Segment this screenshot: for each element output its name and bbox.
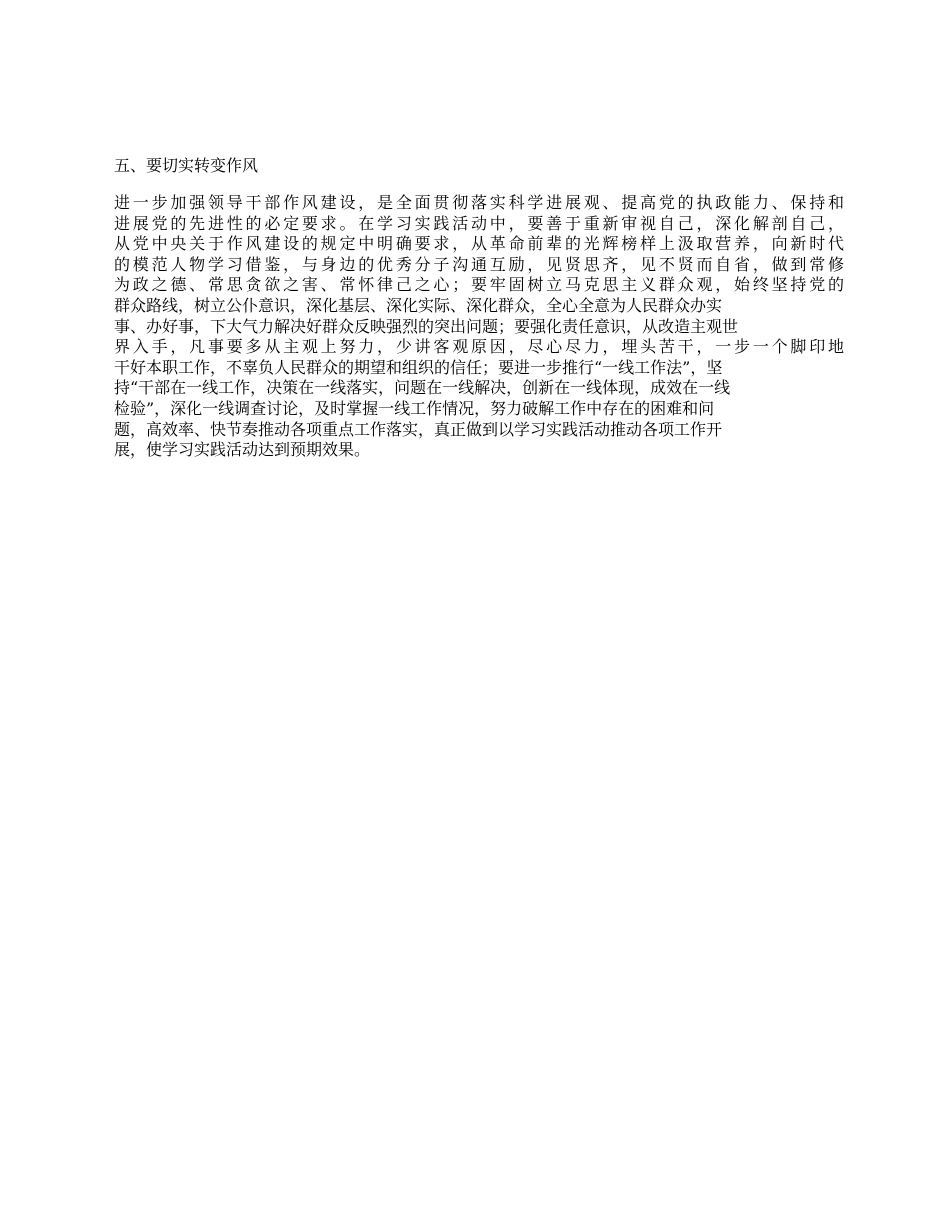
paragraph-line: 群众路线，树立公仆意识，深化基层、深化实际、深化群众，全心全意为人民群众办实 (114, 295, 723, 315)
paragraph-line: 进一步加强领导干部作风建设，是全面贯彻落实科学进展观、提高党的执政能力、保持和 (114, 193, 844, 212)
paragraph-line: 事、办好事，下大气力解决好群众反映强烈的突出问题；要强化责任意识，从改造主观世 (114, 316, 739, 336)
paragraph-line: 为政之德、常思贪欲之害、常怀律己之心；要牢固树立马克思主义群众观，始终坚持党的 (114, 275, 844, 295)
paragraph-line: 题，高效率、快节奏推动各项重点工作落实，真正做到以学习实践活动推动各项工作开 (114, 419, 723, 439)
paragraph-line: 持“干部在一线工作，决策在一线落实，问题在一线解决，创新在一线体现，成效在一线 (114, 378, 731, 398)
paragraph-line: 的模范人物学习借鉴，与身边的优秀分子沟通互励，见贤思齐，见不贤而自省，做到常修 (114, 254, 844, 274)
paragraph-line: 检验”，深化一线调查讨论，及时掌握一线工作情况，努力破解工作中存在的困难和问 (114, 398, 715, 418)
paragraph-line: 干好本职工作，不辜负人民群众的期望和组织的信任；要进一步推行“一线工作法”，坚 (114, 357, 723, 377)
paragraph-line: 进展党的先进性的必定要求。在学习实践活动中，要善于重新审视自己，深化解剖自己， (114, 213, 844, 233)
paragraph-line: 界入手，凡事要多从主观上努力，少讲客观原因，尽心尽力，埋头苦干，一步一个脚印地 (114, 337, 844, 357)
paragraph-line: 从党中央关于作风建设的规定中明确要求，从革命前辈的光辉榜样上汲取营养，向新时代 (114, 234, 844, 254)
body-paragraph (114, 193, 844, 461)
section-heading: 五、要切实转变作风 (114, 156, 259, 175)
paragraph-line: 展，使学习实践活动达到预期效果。 (114, 440, 371, 460)
document-body (114, 156, 844, 461)
